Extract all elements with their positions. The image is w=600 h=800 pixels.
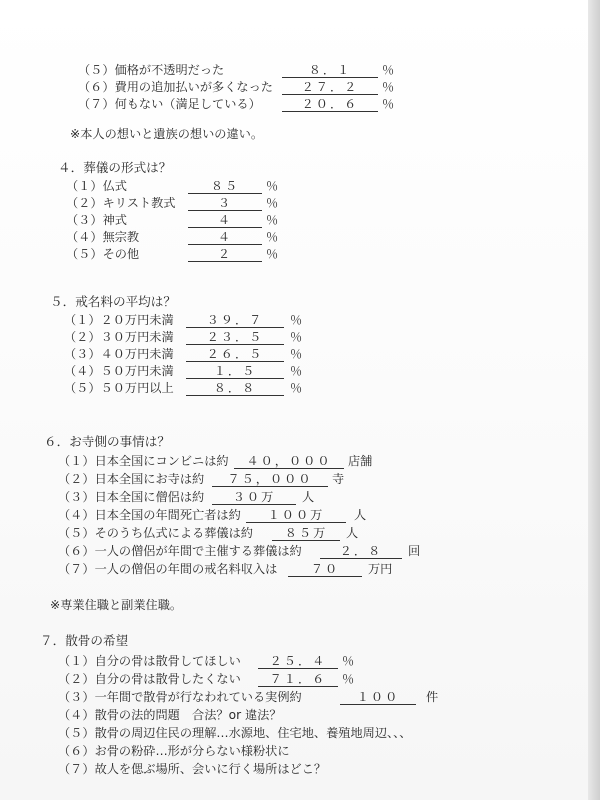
section-heading: ４．葬儀の形式は？ — [58, 160, 172, 175]
section-heading: ５．戒名料の平均は？ — [50, 294, 176, 309]
answer-value: ２０．６ — [282, 96, 378, 112]
answer-value: ７５，０００ — [212, 471, 328, 487]
answer-value: ７１．６ — [258, 671, 338, 687]
list-item: （５）５０万円以上 ８．８ ％ — [64, 381, 303, 395]
list-item: （５）その他 ２ ％ — [66, 247, 279, 261]
list-item: （５）価格が不透明だった ８．１ ％ — [78, 63, 395, 77]
paper-edge-shadow — [588, 0, 600, 800]
list-item: （３）一年間で散骨が行なわれている実例約 １００ 件 — [58, 690, 439, 704]
answer-value: ８５万 — [272, 525, 340, 541]
list-item: （５）そのうち仏式による葬儀は約 ８５万 人 — [58, 526, 359, 540]
list-item: （７）故人を偲ぶ場所、会いに行く場所はどこ？ — [58, 762, 327, 776]
section-heading: ６．お寺側の事情は？ — [44, 434, 170, 449]
list-item: （４）日本全国の年間死亡者は約 １００万 人 — [58, 508, 367, 522]
list-item: （１）２０万円未満 ３９．７ ％ — [64, 313, 303, 327]
answer-value: ８５ — [188, 178, 262, 194]
answer-value: ３ — [188, 195, 262, 211]
answer-value: ３９．７ — [186, 312, 284, 328]
answer-value: ８．１ — [282, 62, 378, 78]
list-item: （６）お骨の粉砕…形が分らない様粉状に — [58, 744, 290, 758]
answer-value: ４０，０００ — [234, 453, 344, 469]
answer-value: ２７．２ — [282, 79, 378, 95]
answer-value: ２ — [188, 246, 262, 262]
answer-value: ４ — [188, 212, 262, 228]
list-item: （１）日本全国にコンビニは約 ４０，０００ 店舗 — [58, 454, 373, 468]
list-item: （６）費用の追加払いが多くなった ２７．２ ％ — [78, 80, 395, 94]
list-item: （１）仏式 ８５ ％ — [66, 179, 279, 193]
list-item: （２）３０万円未満 ２３．５ ％ — [64, 330, 303, 344]
list-item: （７）一人の僧侶の年間の戒名料収入は ７０ 万円 — [58, 562, 393, 576]
list-item: （３）日本全国に僧侶は約 ３０万 人 — [58, 490, 315, 504]
list-item: （４）散骨の法的問題 合法？or 違法？ — [58, 708, 282, 722]
list-item: （２）キリスト教式 ３ ％ — [66, 196, 279, 210]
answer-value: １００万 — [246, 507, 346, 523]
list-item: （６）一人の僧侶が年間で主催する葬儀は約 ２．８ 回 — [58, 544, 421, 558]
list-item: （３）４０万円未満 ２６．５ ％ — [64, 347, 303, 361]
list-item: （１）自分の骨は散骨してほしい ２５．４ ％ — [58, 654, 355, 668]
list-item: （４）５０万円未満 １．５ ％ — [64, 364, 303, 378]
list-item: （２）日本全国にお寺は約 ７５，０００ 寺 — [58, 472, 345, 486]
answer-value: ２．８ — [320, 543, 402, 559]
answer-value: ４ — [188, 229, 262, 245]
list-item: （４）無宗教 ４ ％ — [66, 230, 279, 244]
answer-value: １００ — [340, 689, 416, 705]
answer-value: ８．８ — [186, 380, 284, 396]
answer-value: ７０ — [288, 561, 362, 577]
note: ※本人の想いと遺族の想いの違い。 — [70, 127, 264, 141]
answer-value: ２３．５ — [186, 329, 284, 345]
list-item: （５）散骨の周辺住民の理解…水源地、住宅地、養殖地周辺、、、 — [58, 726, 412, 740]
note: ※専業住職と副業住職。 — [50, 598, 183, 612]
list-item: （３）神式 ４ ％ — [66, 213, 279, 227]
list-item: （７）何もない（満足している） ２０．６ ％ — [78, 97, 395, 111]
answer-value: ３０万 — [212, 489, 296, 505]
answer-value: ２６．５ — [186, 346, 284, 362]
answer-value: １．５ — [186, 363, 284, 379]
list-item: （２）自分の骨は散骨したくない ７１．６ ％ — [58, 672, 355, 686]
answer-value: ２５．４ — [258, 653, 338, 669]
section-heading: ７．散骨の希望 — [40, 633, 129, 648]
